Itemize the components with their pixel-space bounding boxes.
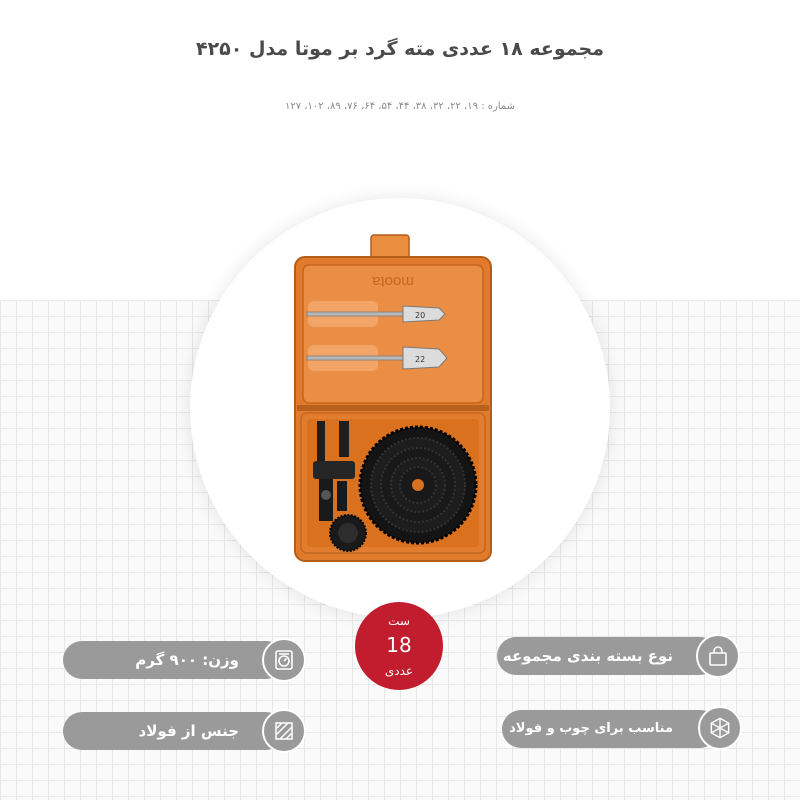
bag-icon: [696, 634, 740, 678]
weight-label: وزن: ۹۰۰ گرم: [135, 651, 239, 669]
package-feature: [497, 637, 719, 675]
suitable-label: مناسب برای چوب و فولاد: [509, 721, 673, 736]
size-list: شماره : ۱۹، ۲۲، ۳۲، ۳۸، ۴۴، ۵۴، ۶۴، ۷۶، ۸۹، ۱۰۲، ۱۲۷: [284, 101, 516, 112]
set-count-badge: [355, 602, 443, 690]
svg-text:22: 22: [415, 355, 426, 364]
page-title: مجموعه ۱۸ عددی مته گرد بر موتا مدل ۴۲۵۰: [195, 38, 605, 60]
material-label: جنس از فولاد: [138, 722, 239, 740]
weight-feature: [63, 641, 285, 679]
cube-icon: [698, 706, 742, 750]
svg-text:20: 20: [415, 311, 426, 320]
nested-hole-saws: [360, 427, 476, 543]
badge-count: 18: [386, 633, 412, 657]
badge-bottom-label: عددی: [384, 664, 414, 678]
package-label: نوع بسته بندی مجموعه: [502, 647, 673, 665]
small-hole-saws: [330, 515, 366, 551]
brand-mark: moota: [372, 273, 414, 290]
badge-top-label: ست: [388, 614, 410, 628]
steel-sheet-icon: [262, 709, 306, 753]
product-image: [293, 233, 493, 563]
material-feature: [63, 712, 285, 750]
scale-icon: [262, 638, 306, 682]
suitable-feature: [502, 710, 719, 748]
